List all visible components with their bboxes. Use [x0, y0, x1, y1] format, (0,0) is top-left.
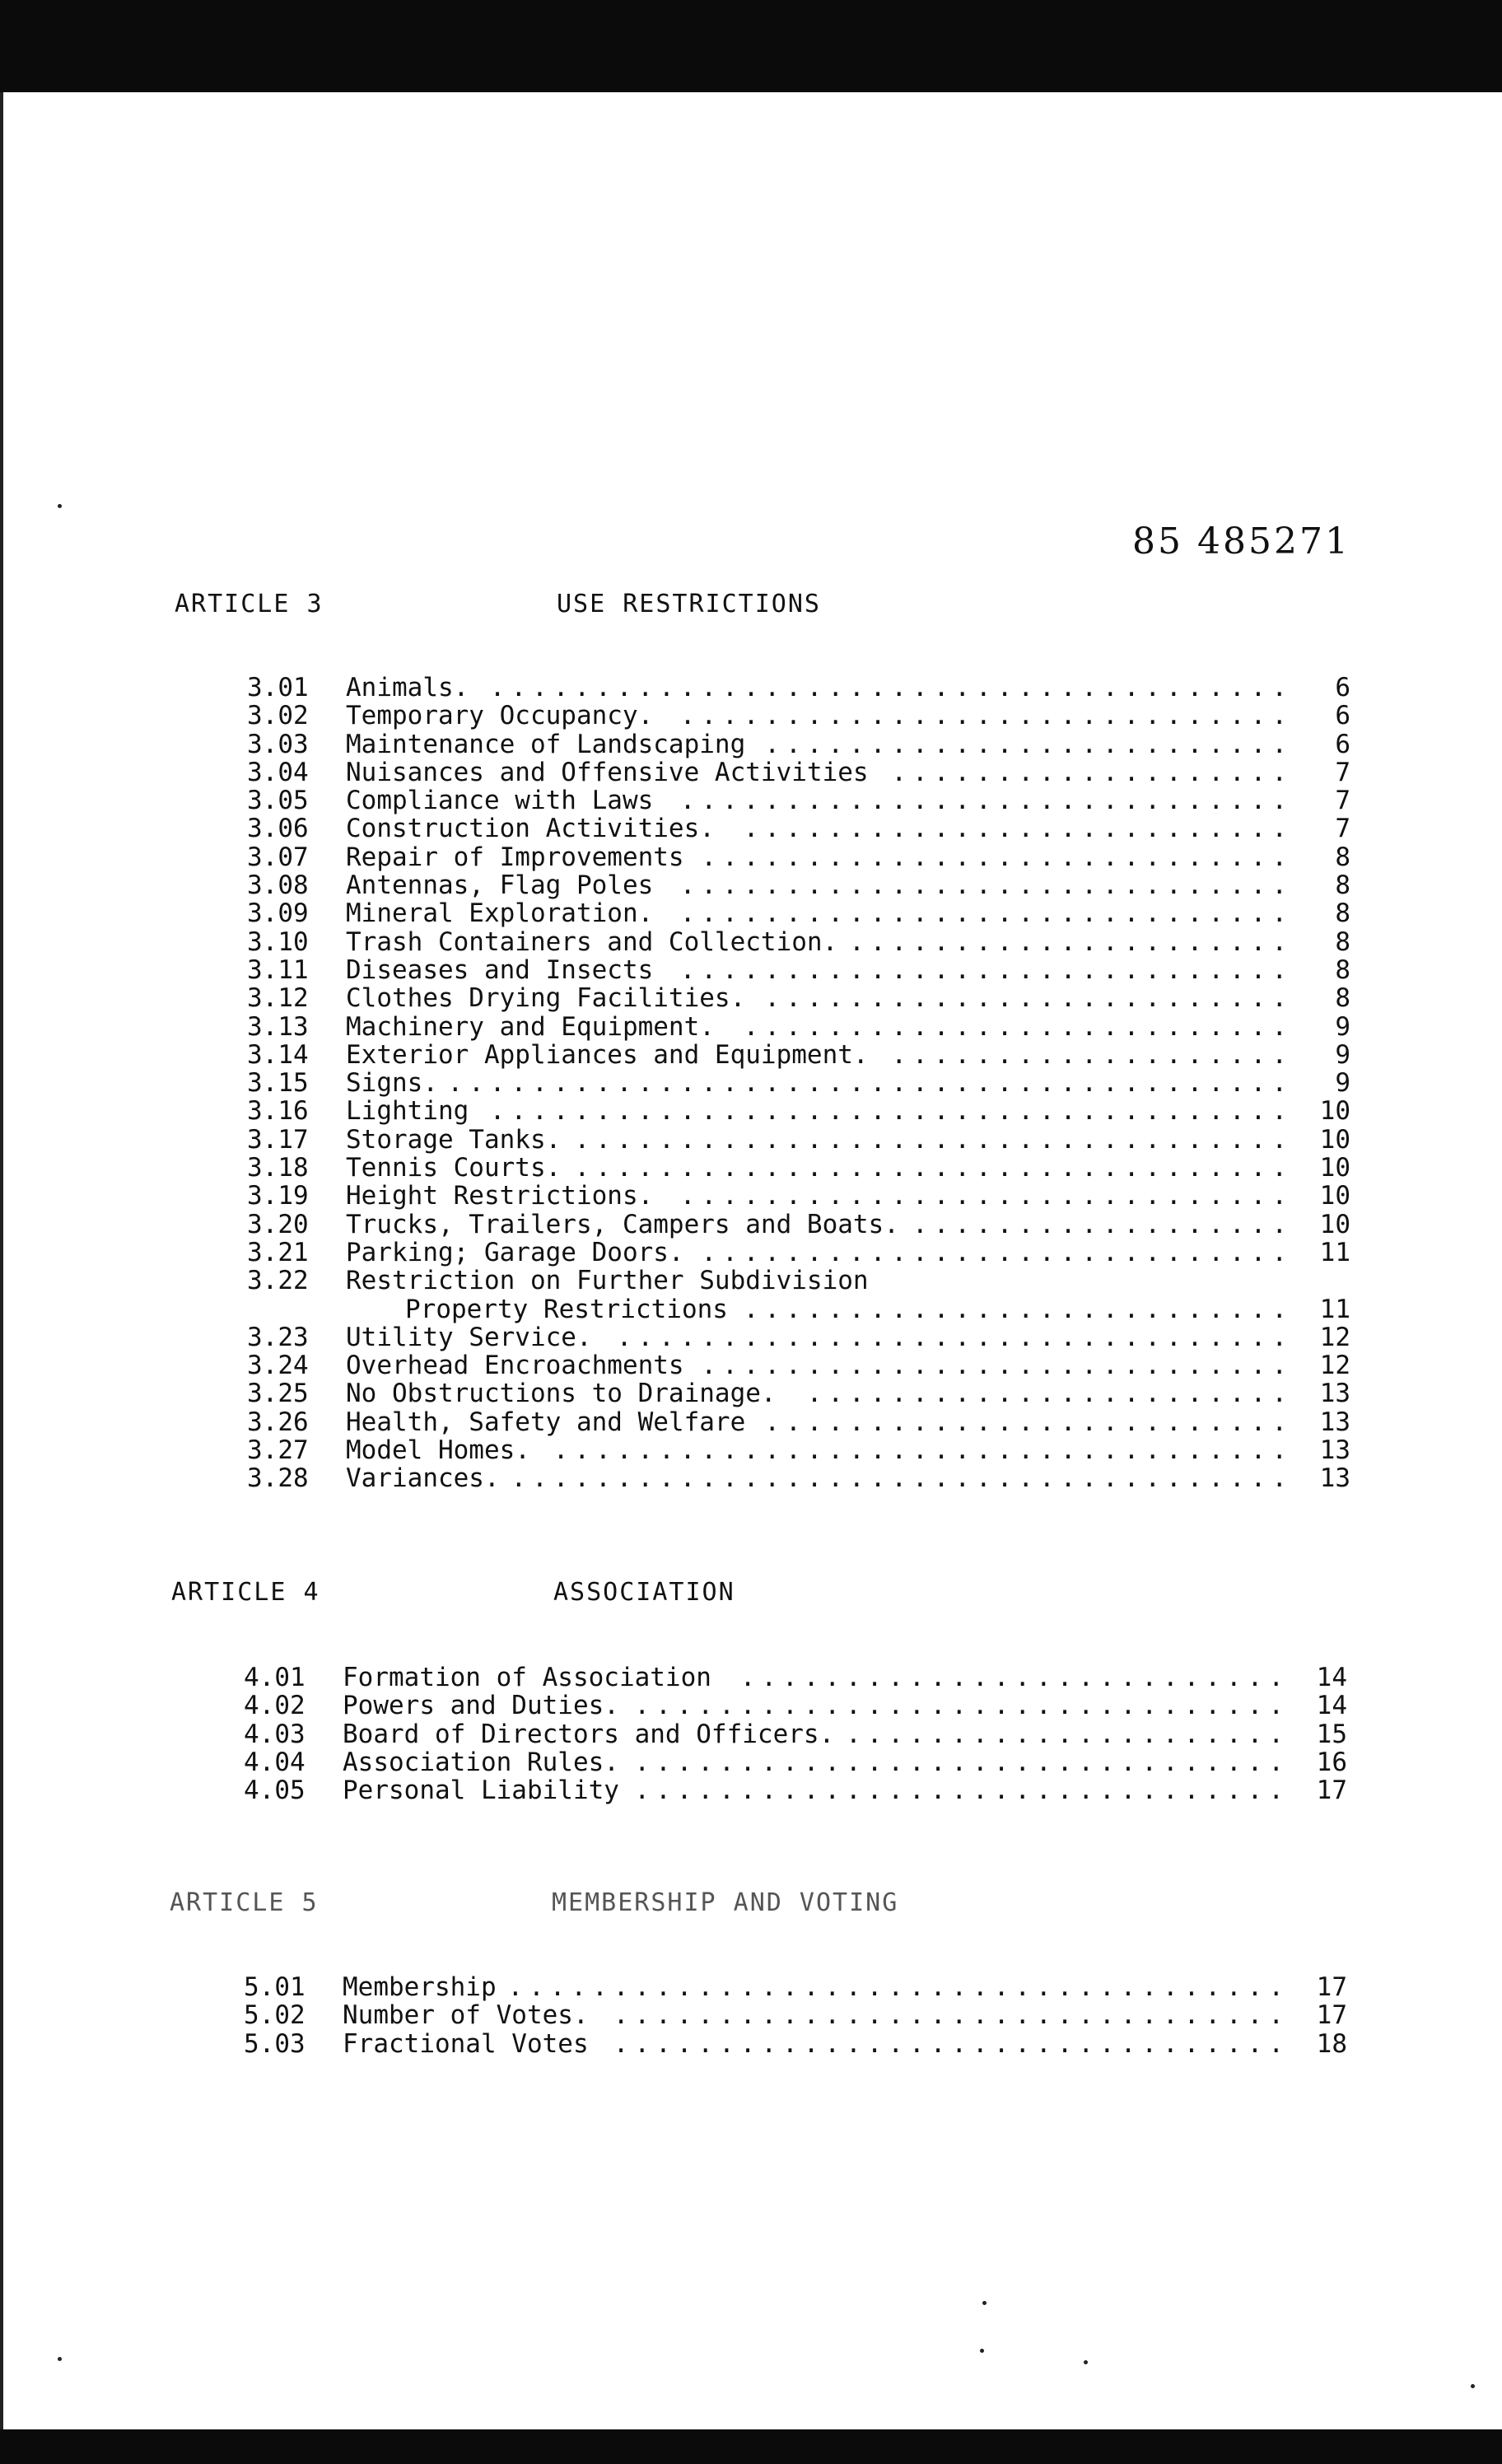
article-3-toc: [247, 674, 1350, 1493]
section-title: Signs.: [346, 1068, 438, 1099]
section-title: Board of Directors and Officers.: [343, 1719, 835, 1749]
page-number: 17: [1316, 2000, 1347, 2031]
page-number: 6: [1335, 701, 1350, 731]
dot-leader: ..........................: [739, 1663, 1290, 1692]
section-title: Mineral Exploration.: [346, 898, 654, 929]
dot-leader: .....................................: [507, 1972, 1290, 2002]
dot-leader: .....................: [846, 1719, 1290, 1749]
toc-entry: [247, 814, 1350, 842]
toc-entry: [247, 702, 1350, 730]
section-title: Personal Liability: [343, 1776, 619, 1806]
dot-leader: ...................: [891, 1039, 1293, 1070]
section-number: 4.02: [244, 1691, 306, 1721]
dot-leader: .........................: [764, 729, 1293, 759]
dot-leader: ......................................: [489, 1096, 1293, 1127]
section-title: Utility Service.: [346, 1322, 592, 1352]
article-title: ASSOCIATION: [553, 1578, 735, 1607]
page-number: 8: [1335, 870, 1350, 901]
page-number: 17: [1316, 1972, 1347, 2002]
page-number: 11: [1319, 1237, 1350, 1267]
section-title: Diseases and Insects: [346, 954, 654, 985]
page-number: 8: [1335, 926, 1350, 957]
section-number: 3.13: [247, 1011, 309, 1042]
dot-leader: ..........................: [743, 1011, 1293, 1042]
dot-leader: ..................................: [574, 1124, 1293, 1155]
section-title: Formation of Association: [343, 1663, 711, 1692]
page-number: 12: [1319, 1351, 1350, 1381]
scan-speck: [980, 2349, 984, 2353]
toc-entry: [244, 1973, 1347, 2001]
scan-speck: [1084, 2360, 1088, 2364]
dot-leader: ..........................: [743, 1294, 1293, 1324]
scan-speck: [1471, 2384, 1475, 2388]
page-number: 14: [1316, 1663, 1347, 1692]
section-title: Lighting: [346, 1096, 469, 1127]
toc-entry: [244, 1748, 1347, 1776]
section-number: 3.20: [247, 1209, 309, 1239]
article-4-toc: [244, 1664, 1347, 1804]
article-label: ARTICLE 3: [175, 590, 324, 618]
scan-border-left: [0, 92, 3, 2429]
section-number: 3.07: [247, 842, 309, 872]
scan-speck: [58, 504, 62, 508]
section-number: 3.14: [247, 1039, 309, 1070]
section-title: Powers and Duties.: [343, 1691, 619, 1721]
dot-leader: ............................: [701, 1237, 1293, 1267]
toc-entry: [247, 843, 1350, 871]
section-title: Exterior Appliances and Equipment.: [346, 1039, 869, 1070]
toc-entry: [247, 1013, 1350, 1041]
article-title: USE RESTRICTIONS: [557, 590, 821, 618]
dot-leader: ............................: [701, 842, 1293, 872]
dot-leader: .............................: [679, 1181, 1293, 1211]
dot-leader: ............................: [701, 1351, 1293, 1381]
dot-leader: ...............................: [634, 1776, 1290, 1806]
article-label: ARTICLE 5: [170, 1888, 319, 1917]
page-number: 17: [1316, 1776, 1347, 1806]
toc-entry: [247, 674, 1350, 702]
page-number: 9: [1335, 1068, 1350, 1099]
section-number: 4.03: [244, 1719, 306, 1749]
toc-entry: [247, 956, 1350, 984]
toc-entry: [247, 899, 1350, 927]
section-number: 3.03: [247, 729, 309, 759]
scan-border-bottom: [0, 2429, 1502, 2464]
section-number: 3.11: [247, 954, 309, 985]
toc-entry: [247, 1436, 1350, 1464]
section-title: Number of Votes.: [343, 2000, 589, 2031]
toc-entry: [247, 1182, 1350, 1210]
toc-entry: [247, 1126, 1350, 1154]
dot-leader: .............................: [679, 701, 1293, 731]
section-number: 3.26: [247, 1407, 309, 1437]
section-title: Variances.: [346, 1463, 500, 1494]
dot-leader: .............................: [679, 898, 1293, 929]
page-number: 10: [1319, 1153, 1350, 1183]
page-number: 10: [1319, 1209, 1350, 1239]
page-number: 9: [1335, 1039, 1350, 1070]
article-label: ARTICLE 4: [171, 1578, 320, 1607]
section-title: Membership: [343, 1972, 497, 2002]
page-number: 13: [1319, 1463, 1350, 1494]
section-title: Compliance with Laws: [346, 786, 654, 816]
toc-entry: [247, 1464, 1350, 1492]
dot-leader: .......................: [806, 1379, 1293, 1409]
page-number: 12: [1319, 1322, 1350, 1352]
page-number: 8: [1335, 898, 1350, 929]
page-number: 11: [1319, 1294, 1350, 1324]
dot-leader: .............................: [679, 786, 1293, 816]
dot-leader: ..........................: [743, 814, 1293, 844]
section-number: 3.28: [247, 1463, 309, 1494]
dot-leader: .....................: [849, 926, 1293, 957]
section-number: 3.02: [247, 701, 309, 731]
page-number: 8: [1335, 954, 1350, 985]
dot-leader: .........................: [764, 1407, 1293, 1437]
section-title: Trash Containers and Collection.: [346, 926, 838, 957]
toc-entry: [247, 730, 1350, 758]
page-number: 8: [1335, 842, 1350, 872]
section-title: Maintenance of Landscaping: [346, 729, 746, 759]
scan-speck: [58, 2357, 62, 2361]
section-number: 3.12: [247, 983, 309, 1014]
page-number: 9: [1335, 1011, 1350, 1042]
section-title: Height Restrictions.: [346, 1181, 654, 1211]
toc-entry: [244, 1664, 1347, 1692]
section-number: 3.18: [247, 1153, 309, 1183]
page-number: 13: [1319, 1379, 1350, 1409]
section-title: Repair of Improvements: [346, 842, 684, 872]
section-number: 5.03: [244, 2028, 306, 2059]
page-number: 13: [1319, 1435, 1350, 1466]
page-number: 6: [1335, 673, 1350, 702]
dot-leader: ...............................: [634, 1747, 1290, 1777]
section-number: 5.01: [244, 1972, 306, 2002]
page-number: 10: [1319, 1124, 1350, 1155]
dot-leader: ..................: [912, 1209, 1293, 1239]
section-title-continuation: Property Restrictions: [405, 1294, 728, 1324]
toc-entry: [244, 1692, 1347, 1720]
section-title: No Obstructions to Drainage.: [346, 1379, 777, 1409]
section-number: 4.05: [244, 1776, 306, 1806]
section-title: Tennis Courts.: [346, 1153, 562, 1183]
section-number: 3.27: [247, 1435, 309, 1466]
section-title: Animals.: [346, 673, 469, 702]
toc-entry: [244, 1720, 1347, 1748]
section-title: Storage Tanks.: [346, 1124, 562, 1155]
section-title: Construction Activities.: [346, 814, 715, 844]
dot-leader: .........................: [764, 983, 1293, 1014]
page-number: 13: [1319, 1407, 1350, 1437]
scan-speck: [982, 2301, 987, 2305]
toc-entry: [244, 1776, 1347, 1804]
section-number: 3.08: [247, 870, 309, 901]
dot-leader: ................................: [613, 2000, 1290, 2031]
section-number: 3.15: [247, 1068, 309, 1099]
page-number: 7: [1335, 757, 1350, 787]
toc-entry: [244, 2001, 1347, 2029]
page-number: 15: [1316, 1719, 1347, 1749]
section-number: 3.09: [247, 898, 309, 929]
article-5-toc: [244, 1973, 1347, 2058]
section-title: Trucks, Trailers, Campers and Boats.: [346, 1209, 899, 1239]
dot-leader: .............................: [679, 870, 1293, 901]
dot-leader: ................................: [613, 2028, 1290, 2059]
section-number: 3.01: [247, 673, 309, 702]
section-title: Fractional Votes: [343, 2028, 589, 2059]
section-title: Overhead Encroachments: [346, 1351, 684, 1381]
dot-leader: .............................: [679, 954, 1293, 985]
section-title: Machinery and Equipment.: [346, 1011, 715, 1042]
dot-leader: ...............................: [634, 1691, 1290, 1721]
dot-leader: ...................: [891, 757, 1293, 787]
toc-entry: [247, 1408, 1350, 1436]
scan-border-top: [0, 0, 1502, 92]
page-number: 10: [1319, 1096, 1350, 1127]
toc-entry-continuation: [247, 1295, 1350, 1323]
toc-entry: [247, 1379, 1350, 1407]
page-number: 10: [1319, 1181, 1350, 1211]
page-number: 16: [1316, 1747, 1347, 1777]
toc-entry: [244, 2030, 1347, 2058]
section-number: 3.04: [247, 757, 309, 787]
section-number: 3.05: [247, 786, 309, 816]
section-number: 3.17: [247, 1124, 309, 1155]
section-number: 4.04: [244, 1747, 306, 1777]
section-title: Health, Safety and Welfare: [346, 1407, 746, 1437]
toc-entry: [247, 786, 1350, 814]
page-number: 6: [1335, 729, 1350, 759]
toc-entry: [247, 1069, 1350, 1097]
dot-leader: ........................................: [447, 1068, 1293, 1099]
toc-entry: [247, 1323, 1350, 1351]
toc-entry: [247, 1211, 1350, 1239]
section-title: Association Rules.: [343, 1747, 619, 1777]
section-title: Antennas, Flag Poles: [346, 870, 654, 901]
toc-entry: [247, 1097, 1350, 1125]
section-number: 3.06: [247, 814, 309, 844]
section-title: Model Homes.: [346, 1435, 530, 1466]
dot-leader: .....................................: [511, 1463, 1293, 1494]
section-title: Parking; Garage Doors.: [346, 1237, 684, 1267]
page-number: 18: [1316, 2028, 1347, 2059]
toc-entry: [247, 984, 1350, 1012]
section-title: Nuisances and Offensive Activities: [346, 757, 869, 787]
section-number: 3.25: [247, 1379, 309, 1409]
dot-leader: ...................................: [553, 1435, 1293, 1466]
page-number: 8: [1335, 983, 1350, 1014]
toc-entry: [247, 1267, 1350, 1295]
section-number: 3.24: [247, 1351, 309, 1381]
toc-entry: [247, 1351, 1350, 1379]
toc-entry: [247, 1041, 1350, 1069]
section-number: 5.02: [244, 2000, 306, 2031]
toc-entry: [247, 758, 1350, 786]
article-title: MEMBERSHIP AND VOTING: [552, 1888, 899, 1917]
toc-entry: [247, 928, 1350, 956]
section-number: 3.23: [247, 1322, 309, 1352]
section-title: Restriction on Further Subdivision: [346, 1266, 869, 1296]
section-number: 3.21: [247, 1237, 309, 1267]
dot-leader: ................................: [616, 1322, 1293, 1352]
toc-entry: [247, 1239, 1350, 1267]
dot-leader: ......................................: [489, 673, 1293, 702]
page-number: 14: [1316, 1691, 1347, 1721]
section-number: 3.16: [247, 1096, 309, 1127]
section-title: Clothes Drying Facilities.: [346, 983, 746, 1014]
document-number: 85 485271: [1132, 520, 1350, 562]
section-number: 3.10: [247, 926, 309, 957]
page-number: 7: [1335, 786, 1350, 816]
dot-leader: ..................................: [574, 1153, 1293, 1183]
section-title: Temporary Occupancy.: [346, 701, 654, 731]
section-number: 3.22: [247, 1266, 309, 1296]
page-number: 7: [1335, 814, 1350, 844]
toc-entry: [247, 1154, 1350, 1182]
section-number: 4.01: [244, 1663, 306, 1692]
toc-entry: [247, 871, 1350, 899]
section-number: 3.19: [247, 1181, 309, 1211]
